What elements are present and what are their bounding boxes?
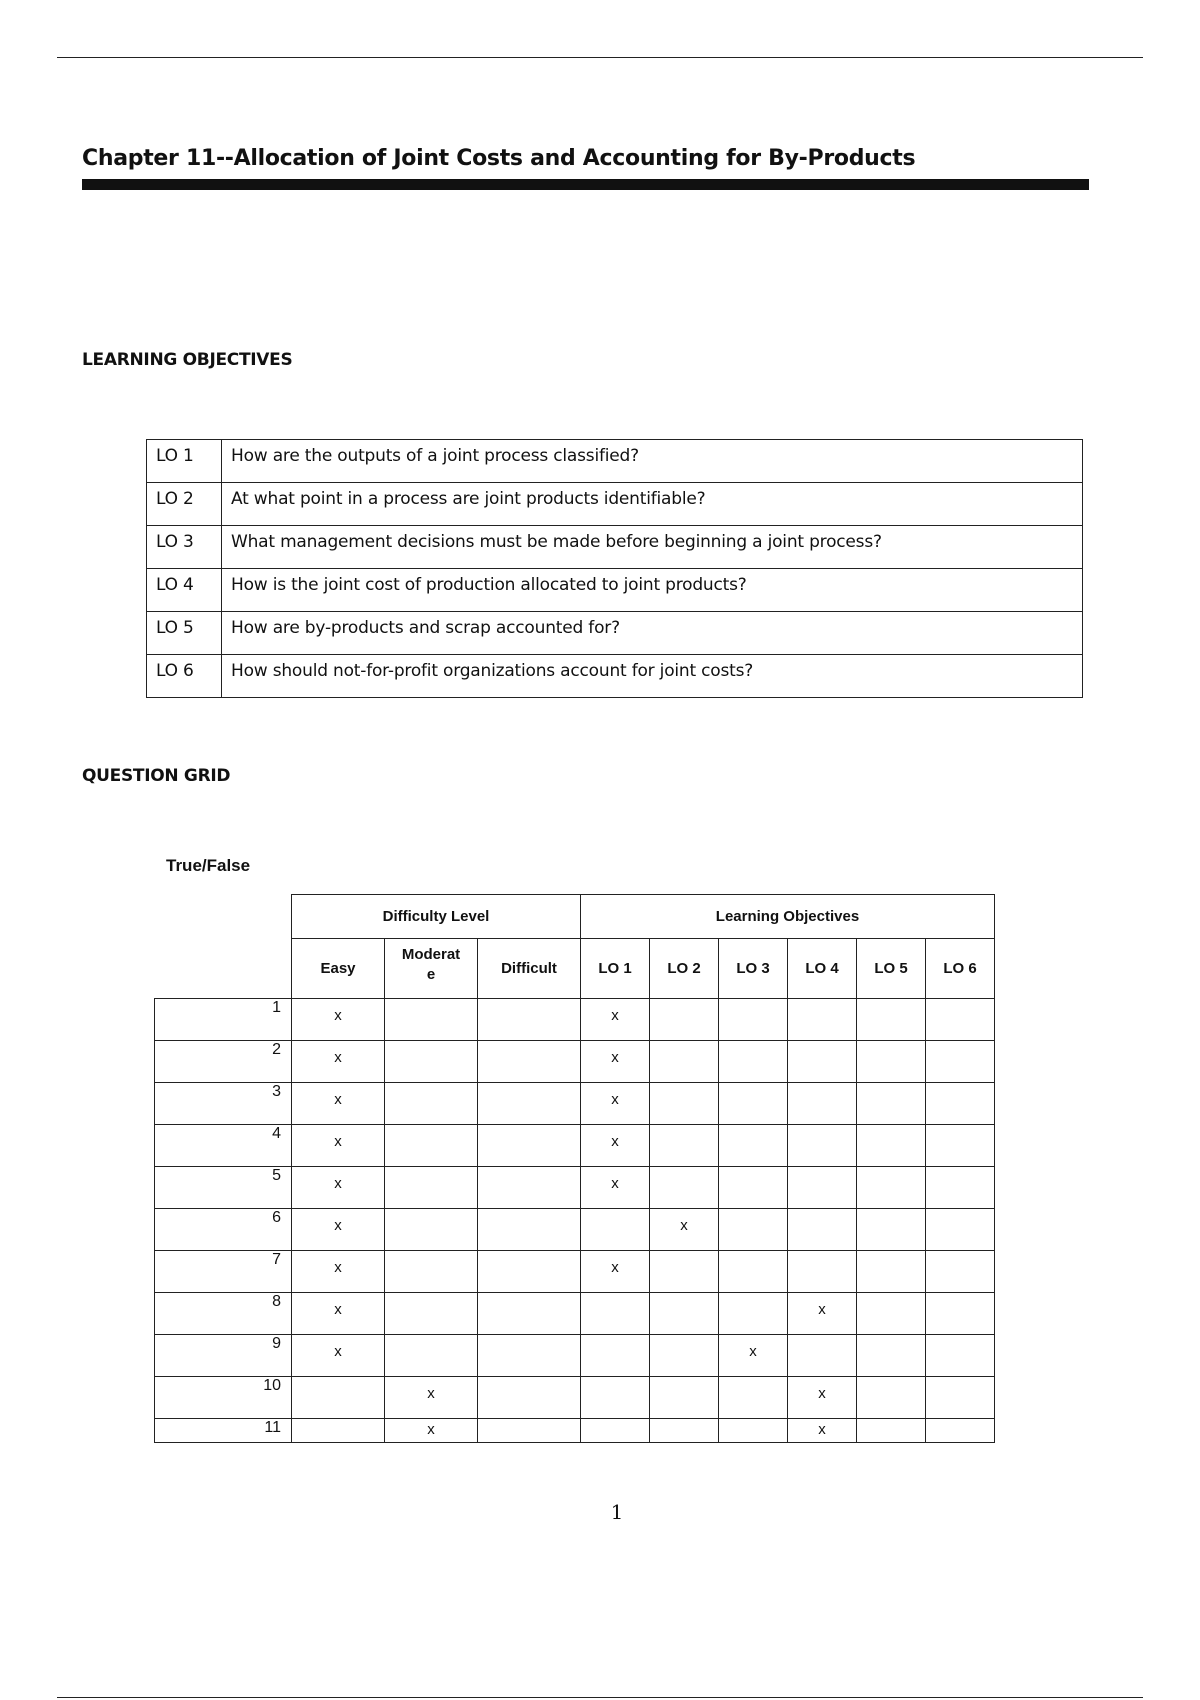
question-number: 1 [155, 999, 292, 1041]
grid-cell [385, 1041, 478, 1083]
grid-cell [857, 1293, 926, 1335]
grid-cell: x [385, 1419, 478, 1443]
grid-cell [926, 1167, 995, 1209]
grid-cell [719, 1041, 788, 1083]
objective-text: How should not-for-profit organizations account for joint costs? [222, 655, 1083, 698]
grid-cell [478, 1251, 581, 1293]
difficulty-level-header: Difficulty Level [292, 895, 581, 939]
grid-row [155, 1083, 995, 1125]
grid-cell [650, 1335, 719, 1377]
question-number: 2 [155, 1041, 292, 1083]
grid-cell [719, 999, 788, 1041]
grid-cell: x [581, 999, 650, 1041]
learning-objectives-header: Learning Objectives [581, 895, 995, 939]
question-number: 4 [155, 1125, 292, 1167]
grid-column-header: LO 6 [926, 939, 995, 999]
page-number: 1 [610, 1500, 624, 1524]
grid-column-header: LO 5 [857, 939, 926, 999]
grid-column-header: LO 3 [719, 939, 788, 999]
objective-code: LO 5 [147, 612, 222, 655]
grid-cell [926, 1251, 995, 1293]
grid-cell [926, 1125, 995, 1167]
grid-corner-blank [155, 895, 292, 939]
question-number: 5 [155, 1167, 292, 1209]
learning-objective-row [147, 569, 1083, 612]
grid-corner-blank [155, 939, 292, 999]
grid-cell [478, 1293, 581, 1335]
grid-cell [719, 1167, 788, 1209]
grid-row [155, 1335, 995, 1377]
grid-row [155, 1041, 995, 1083]
grid-cell: x [788, 1377, 857, 1419]
grid-cell [719, 1125, 788, 1167]
grid-cell [857, 1251, 926, 1293]
grid-cell [650, 1293, 719, 1335]
grid-row [155, 999, 995, 1041]
grid-row [155, 1167, 995, 1209]
question-number: 11 [155, 1419, 292, 1443]
chapter-title: Chapter 11--Allocation of Joint Costs and Accounting for By-Products [82, 146, 916, 171]
grid-cell [650, 1125, 719, 1167]
grid-cell [478, 1083, 581, 1125]
grid-row [155, 1377, 995, 1419]
grid-cell: x [292, 1251, 385, 1293]
grid-cell: x [292, 1335, 385, 1377]
title-underline-bar [82, 179, 1089, 190]
objective-code: LO 2 [147, 483, 222, 526]
grid-cell [719, 1251, 788, 1293]
grid-cell [581, 1209, 650, 1251]
grid-cell [650, 1167, 719, 1209]
objective-text: How are the outputs of a joint process classified? [222, 440, 1083, 483]
grid-cell [788, 1209, 857, 1251]
grid-column-header: Moderat e [385, 939, 478, 999]
grid-cell [719, 1419, 788, 1443]
grid-cell [581, 1419, 650, 1443]
grid-cell [926, 1209, 995, 1251]
grid-cell: x [581, 1251, 650, 1293]
grid-cell [650, 1419, 719, 1443]
grid-cell [719, 1377, 788, 1419]
grid-cell [581, 1293, 650, 1335]
grid-cell [719, 1209, 788, 1251]
grid-cell [385, 1335, 478, 1377]
grid-cell [788, 1041, 857, 1083]
grid-row [155, 1251, 995, 1293]
grid-cell [719, 1293, 788, 1335]
grid-cell [788, 1125, 857, 1167]
grid-cell [478, 1419, 581, 1443]
grid-cell [857, 1041, 926, 1083]
objective-code: LO 4 [147, 569, 222, 612]
grid-cell [478, 1209, 581, 1251]
grid-cell: x [581, 1083, 650, 1125]
question-number: 10 [155, 1377, 292, 1419]
learning-objectives-table [146, 439, 1083, 698]
grid-cell [857, 999, 926, 1041]
grid-cell: x [292, 1041, 385, 1083]
grid-cell [857, 1125, 926, 1167]
grid-cell: x [788, 1419, 857, 1443]
grid-cell [650, 999, 719, 1041]
grid-cell: x [719, 1335, 788, 1377]
grid-cell [478, 1335, 581, 1377]
grid-cell: x [581, 1167, 650, 1209]
grid-cell [857, 1209, 926, 1251]
learning-objective-row [147, 612, 1083, 655]
grid-cell: x [292, 1125, 385, 1167]
grid-cell [650, 1083, 719, 1125]
grid-cell [719, 1083, 788, 1125]
grid-cell: x [650, 1209, 719, 1251]
question-number: 3 [155, 1083, 292, 1125]
grid-cell [650, 1377, 719, 1419]
grid-cell [650, 1251, 719, 1293]
grid-cell [788, 999, 857, 1041]
grid-column-header: LO 2 [650, 939, 719, 999]
grid-cell [926, 1083, 995, 1125]
objective-code: LO 1 [147, 440, 222, 483]
grid-column-header: LO 1 [581, 939, 650, 999]
grid-cell [788, 1335, 857, 1377]
grid-cell [857, 1083, 926, 1125]
grid-cell [385, 999, 478, 1041]
grid-row [155, 1209, 995, 1251]
objective-text: How is the joint cost of production allocated to joint products? [222, 569, 1083, 612]
grid-row [155, 1419, 995, 1443]
learning-objective-row [147, 440, 1083, 483]
grid-cell: x [292, 1293, 385, 1335]
grid-cell: x [788, 1293, 857, 1335]
grid-cell: x [292, 1209, 385, 1251]
grid-cell [478, 1377, 581, 1419]
grid-row [155, 1125, 995, 1167]
grid-cell: x [292, 1083, 385, 1125]
grid-cell: x [581, 1125, 650, 1167]
grid-cell [581, 1377, 650, 1419]
question-number: 9 [155, 1335, 292, 1377]
learning-objective-row [147, 483, 1083, 526]
grid-cell [292, 1419, 385, 1443]
grid-cell [581, 1335, 650, 1377]
grid-cell [926, 1335, 995, 1377]
grid-column-header: LO 4 [788, 939, 857, 999]
grid-cell [292, 1377, 385, 1419]
grid-cell [926, 1293, 995, 1335]
question-grid-table [154, 894, 995, 1443]
grid-column-header: Easy [292, 939, 385, 999]
grid-cell [857, 1419, 926, 1443]
grid-cell: x [581, 1041, 650, 1083]
grid-cell [926, 1041, 995, 1083]
question-number: 7 [155, 1251, 292, 1293]
grid-cell [857, 1377, 926, 1419]
grid-cell [478, 1167, 581, 1209]
grid-cell [926, 1377, 995, 1419]
grid-column-header: Difficult [478, 939, 581, 999]
bottom-rule [57, 1697, 1143, 1698]
objective-text: What management decisions must be made before beginning a joint process? [222, 526, 1083, 569]
grid-cell [788, 1251, 857, 1293]
grid-cell [478, 1125, 581, 1167]
grid-cell: x [385, 1377, 478, 1419]
objective-text: At what point in a process are joint products identifiable? [222, 483, 1083, 526]
grid-cell [650, 1041, 719, 1083]
grid-cell [385, 1251, 478, 1293]
question-grid-heading: QUESTION GRID [82, 766, 231, 786]
question-number: 6 [155, 1209, 292, 1251]
grid-cell [926, 999, 995, 1041]
grid-cell [385, 1293, 478, 1335]
objective-text: How are by-products and scrap accounted for? [222, 612, 1083, 655]
grid-cell: x [292, 999, 385, 1041]
grid-row [155, 1293, 995, 1335]
grid-cell [788, 1167, 857, 1209]
grid-cell: x [292, 1167, 385, 1209]
true-false-label: True/False [166, 856, 251, 875]
grid-cell [385, 1167, 478, 1209]
grid-cell [478, 1041, 581, 1083]
grid-cell [385, 1209, 478, 1251]
grid-cell [857, 1335, 926, 1377]
top-rule [57, 57, 1143, 58]
objective-code: LO 6 [147, 655, 222, 698]
learning-objectives-heading: LEARNING OBJECTIVES [82, 350, 293, 370]
grid-cell [857, 1167, 926, 1209]
grid-cell [385, 1125, 478, 1167]
learning-objective-row [147, 526, 1083, 569]
learning-objective-row [147, 655, 1083, 698]
grid-cell [478, 999, 581, 1041]
question-number: 8 [155, 1293, 292, 1335]
grid-cell [926, 1419, 995, 1443]
grid-cell [788, 1083, 857, 1125]
objective-code: LO 3 [147, 526, 222, 569]
grid-cell [385, 1083, 478, 1125]
